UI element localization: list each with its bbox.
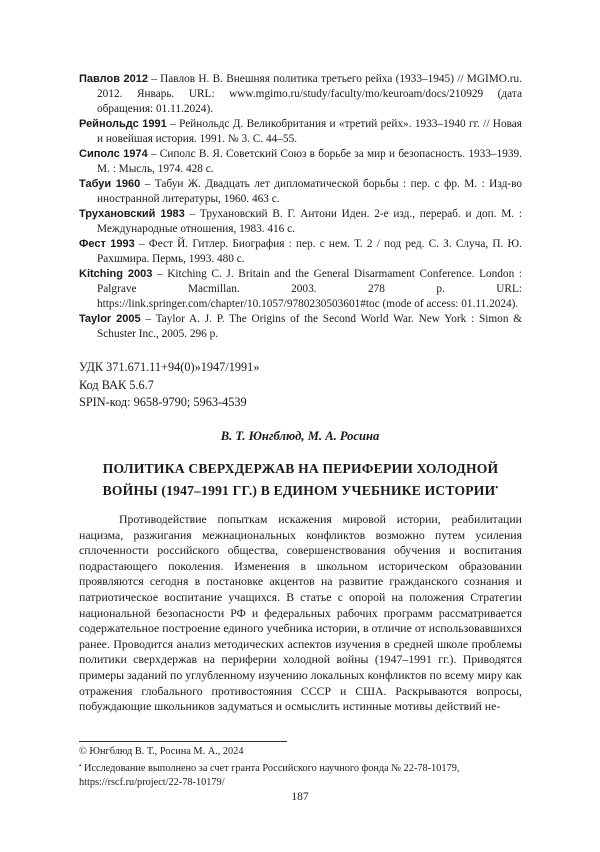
reference-item <box>79 207 522 237</box>
reference-text: – Kitching C. J. Britain and the General Disarmament Conference. London : Palgrave Macmillan. 2003. 278 p. URL: https://link.springer.com/chapter/10.1057/9780230503601#toc (mode of access: 01.11.2024). <box>97 268 522 310</box>
spin-code: SPIN-код: 9658-9790; 5963-4539 <box>79 395 247 409</box>
reference-key: Табуи 1960 <box>79 178 141 190</box>
reference-key: Фест 1993 <box>79 238 135 250</box>
reference-item <box>79 177 522 207</box>
reference-text: – Рейнольдс Д. Великобритания и «третий рейх». 1933–1940 гг. // Новая и новейшая история. 1991. № 3. С. 44–55. <box>97 118 522 145</box>
udk-code: УДК 371.671.11+94(0)»1947/1991» <box>79 360 260 374</box>
title-footnote-mark: • <box>495 483 499 492</box>
reference-key: Сиполс 1974 <box>79 148 148 160</box>
reference-text: – Сиполс В. Я. Советский Союз в борьбе за мир и безопасность. 1933–1939. М. : Мысль, 1974. 428 с. <box>97 148 522 175</box>
article-title-text: ПОЛИТИКА СВЕРХДЕРЖАВ НА ПЕРИФЕРИИ ХОЛОДНОЙ ВОЙНЫ (1947–1991 ГГ.) В ЕДИНОМ УЧЕБНИКЕ ИСТОРИИ <box>102 461 499 498</box>
reference-key: Рейнольдс 1991 <box>79 118 167 130</box>
reference-key: Трухановский 1983 <box>79 208 185 220</box>
references-list <box>79 72 522 342</box>
article-title <box>79 459 522 500</box>
reference-text: – Трухановский В. Г. Антони Иден. 2-е изд., перераб. и доп. М. : Международные отношения, 1983. 416 с. <box>97 208 522 235</box>
reference-key: Taylor 2005 <box>79 313 141 325</box>
reference-item <box>79 117 522 147</box>
reference-item <box>79 237 522 267</box>
grant-footnote-mark: • <box>79 762 82 770</box>
footnotes <box>79 745 522 790</box>
reference-item <box>79 72 522 117</box>
copyright-note: © Юнгблюд В. Т., Росина М. А., 2024 <box>79 746 244 757</box>
reference-text: – Павлов Н. В. Внешняя политика третьего рейха (1933–1945) // MGIMO.ru. 2012. Январь. URL: www.mgimo.ru/study/faculty/mo/keuroam/docs/210929 (дата обращения: 01.11.2024). <box>97 73 522 115</box>
footnote-divider <box>79 741 287 742</box>
reference-text: – Табуи Ж. Двадцать лет дипломатической борьбы : пер. с фр. М. : Изд-во иностранной литературы, 1960. 463 с. <box>97 178 522 205</box>
reference-key: Kitching 2003 <box>79 268 153 280</box>
page-number: 187 <box>291 791 309 803</box>
article-authors: В. Т. Юнгблюд, М. А. Росина <box>220 429 380 443</box>
reference-key: Павлов 2012 <box>79 73 148 85</box>
grant-note <box>79 759 522 790</box>
reference-item <box>79 267 522 312</box>
reference-text: – Фест Й. Гитлер. Биография : пер. с нем. Т. 2 / под ред. С. З. Случа, П. Ю. Рахшмира. Пермь, 1993. 480 с. <box>97 238 522 265</box>
vak-code: Код ВАК 5.6.7 <box>79 377 154 392</box>
classification-codes <box>79 359 259 412</box>
reference-text: – Taylor A. J. P. The Origins of the Second World War. New York : Simon & Schuster Inc., 2005. 296 p. <box>97 313 522 340</box>
grant-note-text: Исследование выполнено за счет гранта Российского научного фонда № 22-78-10179, https://rscf.ru/project/22-78-10179/ <box>79 763 460 788</box>
article-abstract: Противодействие попыткам искажения мировой истории, реабилитации нацизма, разжигания межнациональных конфликтов возможно путем усиления сплоченности российского общества, совершенствования обучения и воспитания подрастающего поколения. Изменения в школьном историческом образовании проявляются сегодня в постановке акцентов на развитие гражданского сознания и патриотическое воспитание учащихся. В статье с опорой на положения Стратегии национальной безопасности РФ и федеральных рабочих программ рассматривается содержательное построение единого учебника истории, в отличие от использовавшихся ранее. Проводится анализ методических аспектов изучения в средней школе проблемы политики сверхдержав на периферии холодной войны (1947–1991 гг.). Приводятся примеры заданий по углубленному изучению локальных конфликтов по всему миру как отражения глобального противостояния СССР и США. Раскрываются вопросы, побуждающие школьников задуматься и осмыслить истинные мотивы действий не- <box>79 512 522 714</box>
reference-item <box>79 147 522 177</box>
reference-item <box>79 312 522 342</box>
